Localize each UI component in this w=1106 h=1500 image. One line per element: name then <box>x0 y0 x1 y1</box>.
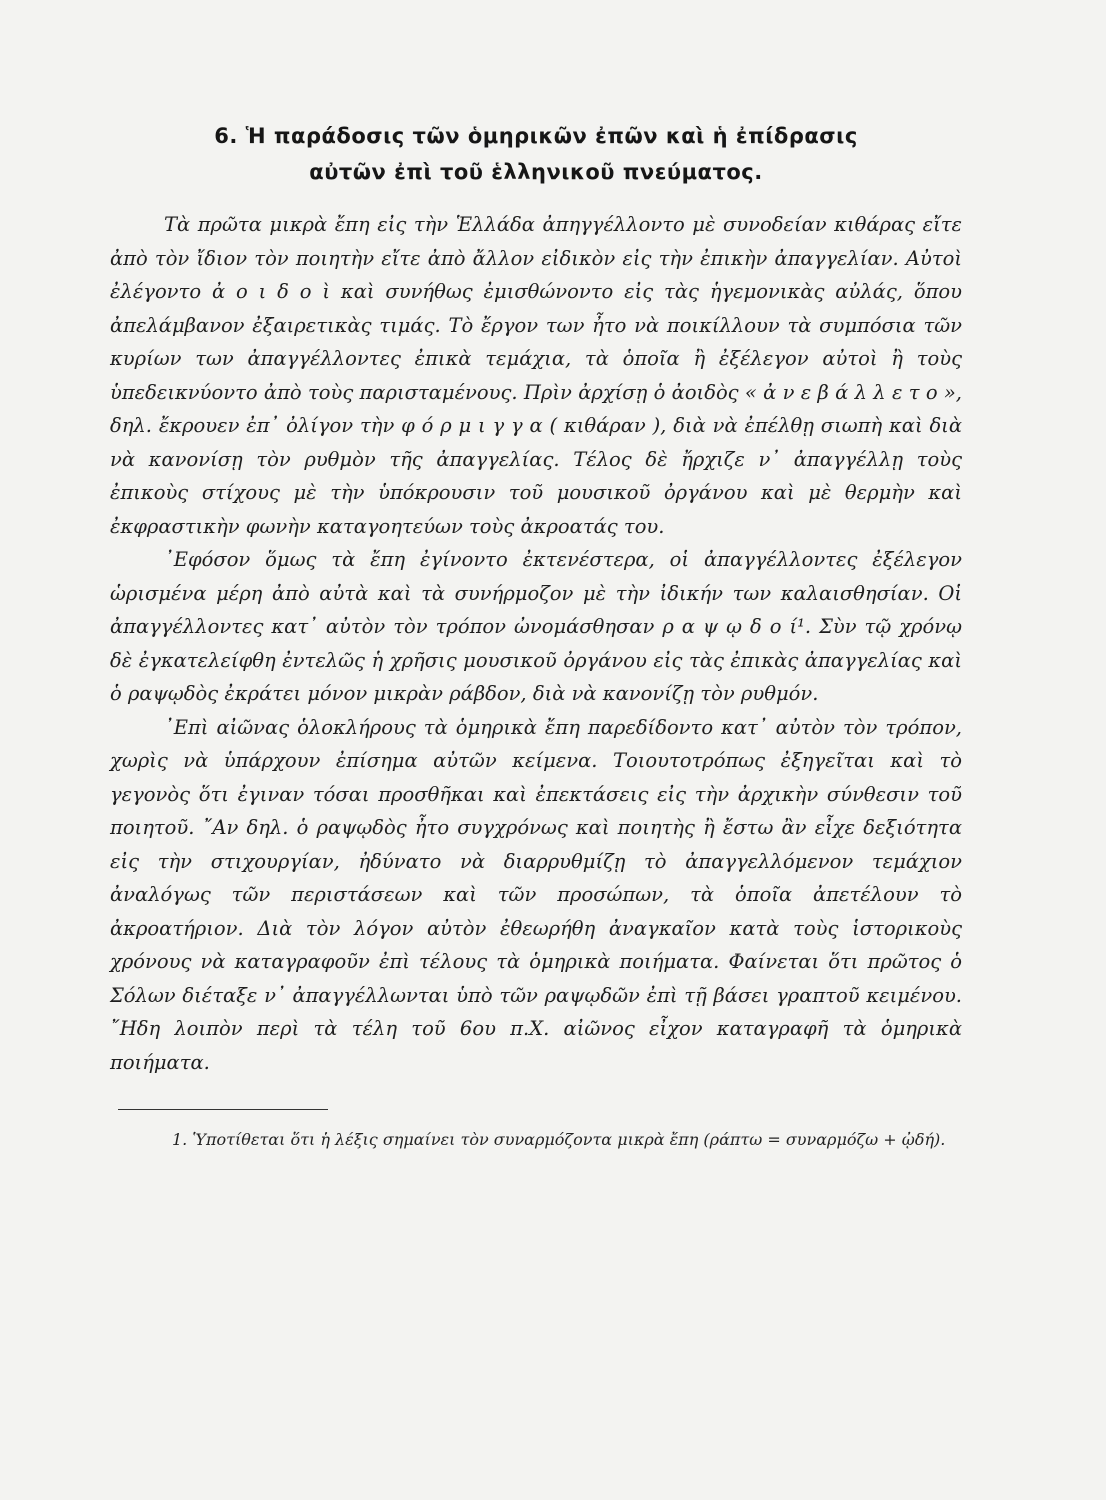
paragraph-3: ᾽Επὶ αἰῶνας ὁλοκλήρους τὰ ὁμηρικὰ ἔπη παρεδίδοντο κατ᾽ αὐτὸν τὸν τρόπον, χωρὶς νὰ ὑπάρχουν ἐπίσημα αὐτῶν κείμενα. Τοιουτοτρόπως ἐξηγεῖται καὶ τὸ γεγονὸς ὅτι ἐγιναν τόσαι προσθῆκαι καὶ ἐπεκτάσεις εἰς τὴν ἀρχικὴν σύνθεσιν τοῦ ποιητοῦ. ῎Αν δηλ. ὁ ραψῳδὸς ἦτο συγχρόνως καὶ ποιητὴς ἢ ἔστω ἂν εἶχε δεξιότητα εἰς τὴν στιχουργίαν, ἠδύνατο νὰ διαρρυθμίζῃ τὸ ἀπαγγελλόμενον τεμάχιον ἀναλόγως τῶν περιστάσεων καὶ τῶν προσώπων, τὰ ὁποῖα ἀπετέλουν τὸ ἀκροατήριον. Διὰ τὸν λόγον αὐτὸν ἐθεωρήθη ἀναγκαῖον κατὰ τοὺς ἱστορικοὺς χρόνους νὰ καταγραφοῦν ἐπὶ τέλους τὰ ὁμηρικὰ ποιήματα. Φαίνεται ὅτι πρῶτος ὁ Σόλων διέταξε ν᾽ ἀπαγγέλλωνται ὑπὸ τῶν ραψῳδῶν ἐπὶ τῇ βάσει γραπτοῦ κειμένου. ῎Ηδη λοιπὸν περὶ τὰ τέλη τοῦ 6ου π.Χ. αἰῶνος εἶχον καταγραφῆ τὰ ὁμηρικὰ ποιήματα. <box>110 715 962 1074</box>
footnote-divider <box>118 1109 328 1110</box>
paragraph-2: ᾽Εφόσον ὅμως τὰ ἔπη ἐγίνοντο ἐκτενέστερα, οἱ ἀπαγγέλλοντες ἐξέλεγον ὡρισμένα μέρη ἀπὸ αὐτὰ καὶ τὰ συνήρμοζον μὲ τὴν ἰδικήν των καλαισθησίαν. Οἱ ἀπαγγέλλοντες κατ᾽ αὐτὸν τὸν τρόπον ὠνομάσθησαν ρ α ψ ῳ δ ο ί¹. Σὺν τῷ χρόνῳ δὲ ἐγκατελείφθη ἐντελῶς ἡ χρῆσις μουσικοῦ ὀργάνου εἰς τὰς ἐπικὰς ἀπαγγελίας καὶ ὁ ραψῳδὸς ἐκράτει μόνον μικρὰν ράβδον, διὰ νὰ κανονίζῃ τὸν ρυθμόν. <box>110 548 962 705</box>
section-heading <box>110 118 962 190</box>
footnote-1: 1. Ὑποτίθεται ὅτι ἡ λέξις σημαίνει τὸν συναρμόζοντα μικρὰ ἔπη (ράπτω = συναρμόζω + ᾠδή). <box>172 1130 946 1149</box>
paragraph-1: Τὰ πρῶτα μικρὰ ἔπη εἰς τὴν Ἑλλάδα ἀπηγγέλλοντο μὲ συνοδείαν κιθάρας εἴτε ἀπὸ τὸν ἴδιον τὸν ποιητὴν εἴτε ἀπὸ ἄλλον εἰδικὸν εἰς τὴν ἐπικὴν ἀπαγγελίαν. Αὐτοὶ ἐλέγοντο ἀ ο ι δ ο ὶ καὶ συνήθως ἐμισθώνοντο εἰς τὰς ἡγεμονικὰς αὐλάς, ὅπου ἀπελάμβανον ἐξαιρετικὰς τιμάς. Τὸ ἔργον των ἦτο νὰ ποικίλλουν τὰ συμπόσια τῶν κυρίων των ἀπαγγέλλοντες ἐπικὰ τεμάχια, τὰ ὁποῖα ἢ ἐξέλεγον αὐτοὶ ἢ τοὺς ὑπεδεικνύοντο ἀπὸ τοὺς παρισταμένους. Πρὶν ἀρχίσῃ ὁ ἀοιδὸς « ἀ ν ε β ά λ λ ε τ ο », δηλ. ἔκρουεν ἐπ᾽ ὀλίγον τὴν φ ό ρ μ ι γ γ α ( κιθάραν ), διὰ νὰ ἐπέλθῃ σιωπὴ καὶ διὰ νὰ κανονίσῃ τὸν ρυθμὸν τῆς ἀπαγγελίας. Τέλος δὲ ἤρχιζε ν᾽ ἀπαγγέλλῃ τοὺς ἐπικοὺς στίχους μὲ τὴν ὑπόκρουσιν τοῦ μουσικοῦ ὀργάνου καὶ μὲ θερμὴν καὶ ἐκφραστικὴν φωνὴν καταγοητεύων τοὺς ἀκροατάς του. <box>110 213 962 538</box>
heading-line-1: 6. Ἡ παράδοσις τῶν ὁμηρικῶν ἐπῶν καὶ ἡ ἐπίδρασις <box>214 124 858 148</box>
heading-line-2: αὐτῶν ἐπὶ τοῦ ἑλληνικοῦ πνεύματος. <box>309 160 763 184</box>
body-text <box>110 208 962 1079</box>
page-content <box>110 118 962 1154</box>
